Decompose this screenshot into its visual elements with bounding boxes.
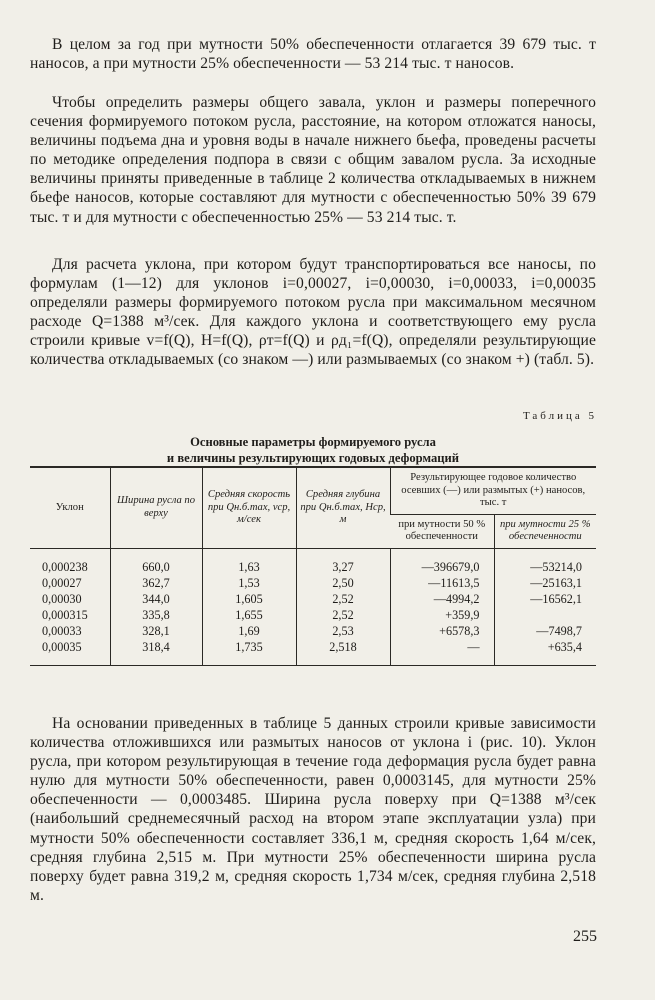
- header-velocity: Средняя скорость при Qн.б.max, vср, м/сек: [202, 467, 296, 548]
- page-number: 255: [573, 928, 597, 945]
- paragraph-4: На основании приведенных в таблице 5 данных строили кривые зависимости количества отложившихся или размытых наносов от уклона i (рис. 10). Уклон русла, при котором результирующая в течение года деформация русла будет равна нулю для мутности 50% обеспеченности, равен 0,0003145, для мутности 25% обеспеченности — 0,0003485. Ширина русла поверху при Q=1388 м³/сек (наибольший среднемесячный расход на втором этапе эксплуатации узла) при мутности 50% обеспеченности составляет 336,1 м, средняя скорость 1,64 м/сек, средняя глубина 2,515 м. При мутности 25% обеспеченности ширина русла поверху будет равна 319,2 м, средняя скорость 1,734 м/сек, средняя глубина 2,518 м.: [30, 715, 596, 904]
- header-width: Ширина русла по верху: [110, 467, 202, 548]
- cell-width: 344,0: [110, 591, 202, 607]
- paragraph-1: В целом за год при мутности 50% обеспеченности отлагается 39 679 тыс. т наносов, а при мутности 25% обеспеченности — 53 214 тыс. т наносов.: [30, 36, 596, 73]
- header-turbidity-25: при мутности 25 % обеспеченности: [494, 514, 596, 548]
- table-row: [30, 548, 596, 575]
- cell-velocity: 1,69: [202, 623, 296, 639]
- table-title-line-2: и величины результирующих годовых деформаций: [166, 451, 460, 465]
- table-label: Таблица 5: [522, 410, 597, 422]
- cell-depth: 2,52: [296, 607, 390, 623]
- cell-width: 318,4: [110, 639, 202, 666]
- cell-p25: —7498,7: [494, 623, 596, 639]
- table-row: [30, 639, 596, 666]
- cell-depth: 2,53: [296, 623, 390, 639]
- cell-slope: 0,000238: [42, 559, 88, 574]
- cell-p50: +6578,3: [390, 623, 494, 639]
- cell-width: 335,8: [110, 607, 202, 623]
- cell-velocity: 1,735: [202, 639, 296, 666]
- paragraph-3: Для расчета уклона, при котором будут транспортироваться все наносы, по формулам (1—12) для уклонов i=0,00027, i=0,00030, i=0,00033, i=0,00035 определяли размеры формируемого потоком русла при максимальном месячном расходе Q=1388 м³/сек. Для каждого уклона и соответствующего ему русла строили кривые v=f(Q), H=f(Q), ρт=f(Q) и ρд₁=f(Q), определяли результирующие количества откладываемых (со знаком —) или размываемых (со знаком +) (табл. 5).: [30, 256, 596, 369]
- parameters-table: [30, 466, 596, 666]
- cell-slope: 0,00033: [42, 623, 82, 638]
- cell-velocity: 1,605: [202, 591, 296, 607]
- paragraph-2: Чтобы определить размеры общего завала, уклон и размеры поперечного сечения формируемого потоком русла, расстояние, на котором отложатся наносы, величины подъема дна и уровня воды в начале нижнего бьефа, проведены расчеты по методике определения подпора в связи с общим завалом русла. За исходные величины приняты приведенные в таблице 2 количества откладываемых в нижнем бьефе наносов, которые составляют для мутности с обеспеченностью 50% 39 679 тыс. т и для мутности с обеспеченностью 25% — 53 214 тыс. т.: [30, 94, 596, 226]
- table-row: [30, 575, 596, 591]
- cell-p25: —53214,0: [494, 548, 596, 575]
- cell-p50: —396679,0: [390, 548, 494, 575]
- cell-slope: 0,000315: [42, 607, 88, 622]
- cell-p25: +635,4: [494, 639, 596, 666]
- cell-velocity: 1,63: [202, 548, 296, 575]
- cell-p50: —4994,2: [390, 591, 494, 607]
- cell-velocity: 1,655: [202, 607, 296, 623]
- table-row: [30, 591, 596, 607]
- header-turbidity-50: при мутности 50 % обеспеченности: [390, 514, 494, 548]
- cell-depth: 3,27: [296, 548, 390, 575]
- cell-slope: 0,00030: [42, 591, 82, 606]
- cell-depth: 2,50: [296, 575, 390, 591]
- header-result: Результирующее годовое количество осевших (—) или размытых (+) наносов, тыс. т: [390, 467, 596, 514]
- cell-slope: 0,00027: [42, 575, 82, 590]
- cell-depth: 2,52: [296, 591, 390, 607]
- cell-velocity: 1,53: [202, 575, 296, 591]
- data-table-wrapper: [30, 466, 596, 666]
- cell-width: 328,1: [110, 623, 202, 639]
- table-row: [30, 623, 596, 639]
- table-title: [30, 434, 596, 466]
- table-title-line-1: Основные параметры формируемого русла: [190, 435, 436, 449]
- cell-slope: 0,00035: [30, 639, 110, 666]
- cell-p25: —16562,1: [494, 591, 596, 607]
- cell-p50: —11613,5: [390, 575, 494, 591]
- cell-p25: [494, 607, 596, 623]
- table-row: [30, 607, 596, 623]
- header-slope: Уклон: [30, 467, 110, 548]
- header-depth: Средняя глубина при Qн.б.max, Hср, м: [296, 467, 390, 548]
- cell-width: 660,0: [110, 548, 202, 575]
- cell-width: 362,7: [110, 575, 202, 591]
- cell-p50: +359,9: [390, 607, 494, 623]
- cell-p25: —25163,1: [494, 575, 596, 591]
- cell-p50: —: [390, 639, 494, 666]
- cell-depth: 2,518: [296, 639, 390, 666]
